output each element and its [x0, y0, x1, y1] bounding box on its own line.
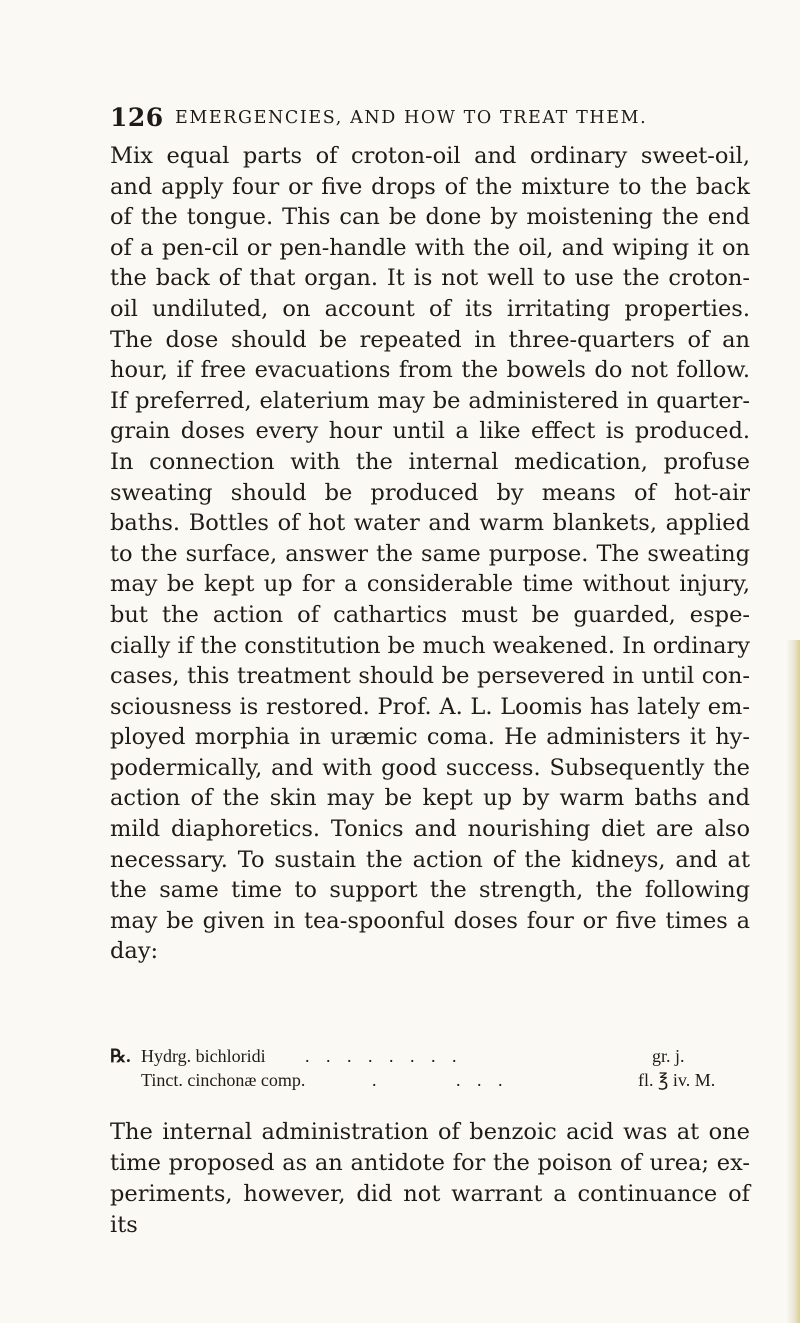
text-line: periments, however, did not warrant a continuance of its	[110, 1181, 750, 1238]
prescription-formula	[110, 1046, 750, 1094]
running-head	[110, 103, 750, 133]
prescription-dose: gr. j.	[652, 1046, 685, 1066]
prescription-dose: fl. ℥ iv. M.	[638, 1070, 716, 1090]
prescription-line-2	[110, 1070, 750, 1094]
leader-dots: . . . . . . . .	[305, 1046, 463, 1066]
page-number: 126	[110, 103, 164, 132]
prescription-ingredient: Tinct. cinchonæ comp.	[141, 1070, 306, 1090]
page-edge-shading	[786, 640, 800, 1323]
recipe-symbol: ℞.	[110, 1046, 131, 1066]
prescription-ingredient: Hydrg. bichloridi	[141, 1046, 266, 1066]
running-title: EMERGENCIES, AND HOW TO TREAT THEM.	[175, 108, 648, 128]
body-paragraph-2	[110, 1117, 750, 1241]
prescription-line-1	[110, 1046, 750, 1070]
text-line: time proposed as an antidote for the poison of urea; ex-	[110, 1150, 750, 1176]
text-line: The internal administration of benzoic acid was at one	[110, 1119, 750, 1145]
body-paragraph: Mix equal parts of croton-oil and ordinary sweet-oil, and apply four or five drops of the mixture to the back of the tongue. This can be done by moistening the end of a pen-cil or pen-handle with the oil, and wiping it on the back of that organ. It is not well to use the croton-oil undiluted, on account of its irritating properties. The dose should be repeated in three-quarters of an hour, if free evacuations from the bowels do not follow. If preferred, elaterium may be administered in quarter-grain doses every hour until a like effect is produced. In connection with the internal medication, profuse sweating should be produced by means of hot-air baths. Bottles of hot water and warm blankets, applied to the surface, answer the same purpose. The sweating may be kept up for a considerable time without injury, but the action of cathartics must be guarded, espe-cially if the constitution be much weakened. In ordinary cases, this treatment should be persevered in until con-sciousness is restored. Prof. A. L. Loomis has lately em-ployed morphia in uræmic coma. He administers it hy-podermically, and with good success. Subsequently the action of the skin may be kept up by warm baths and mild diaphoretics. Tonics and nourishing diet are also necessary. To sustain the action of the kidneys, and at the same time to support the strength, the following may be given in tea-spoonful doses four or five times a day:	[110, 143, 750, 965]
main-text-block	[110, 141, 750, 967]
leader-dots: . . . .	[372, 1070, 509, 1090]
